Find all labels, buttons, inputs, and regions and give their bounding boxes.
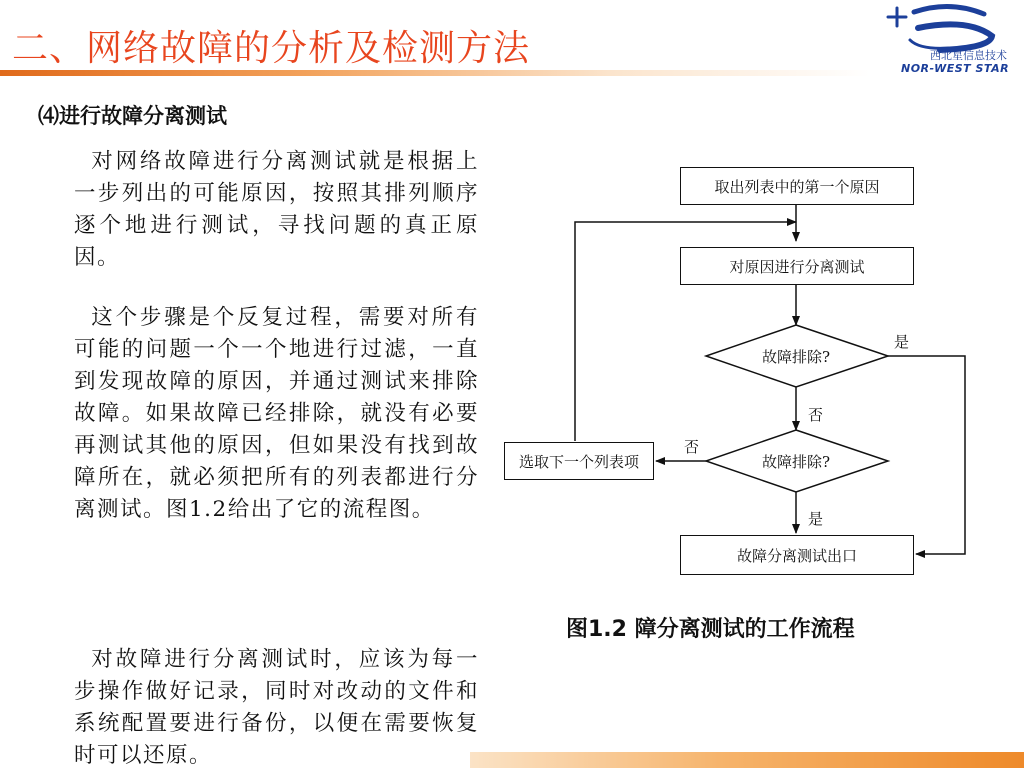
paragraph-1-text: 对网络故障进行分离测试就是根据上一步列出的可能原因，按照其排列顺序逐个地进行测试，寻找问题的真正原因。 xyxy=(74,149,479,270)
footer-accent-bar xyxy=(470,752,1024,768)
flow-label-yes-1: 是 xyxy=(894,333,910,351)
flow-step-next-item: 选取下一个列表项 xyxy=(504,442,654,480)
flow-label-no-2: 否 xyxy=(684,438,700,456)
paragraph-2-text: 这个步骤是个反复过程，需要对所有可能的问题一个一个地进行过滤，一直到发现故障的原因，并通过测试来排除故障。如果故障已经排除，就没有必要再测试其他的原因，但如果没有找到故障所在，就必须把所有的列表都进行分离测试。图1.2给出了它的流程图。 xyxy=(74,305,479,522)
logo-text-cn: 西北星信息技术 xyxy=(930,49,1007,62)
flow-label-yes-2: 是 xyxy=(808,510,824,528)
paragraph-1 xyxy=(74,146,479,274)
flow-label-no-1: 否 xyxy=(808,406,824,424)
flow-decision-2: 故障排除? xyxy=(761,453,831,471)
flow-step-isolation-test: 对原因进行分离测试 xyxy=(680,247,914,285)
flow-step-exit: 故障分离测试出口 xyxy=(680,535,914,575)
paragraph-3 xyxy=(74,644,479,772)
paragraph-2 xyxy=(74,302,479,526)
figure-caption: 图1.2 障分离测试的工作流程 xyxy=(566,617,855,642)
title-underline xyxy=(0,70,870,76)
section-subtitle: ⑷进行故障分离测试 xyxy=(38,103,227,128)
flow-step-first-cause: 取出列表中的第一个原因 xyxy=(680,167,914,205)
logo-text-en: NOR-WEST STAR xyxy=(901,62,1010,75)
flow-decision-1: 故障排除? xyxy=(761,348,831,366)
paragraph-3-text: 对故障进行分离测试时，应该为每一步操作做好记录，同时对改动的文件和系统配置要进行备份，以便在需要恢复时可以还原。 xyxy=(74,647,479,768)
flowchart-connectors xyxy=(500,155,980,585)
slide-title: 二、网络故障的分析及检测方法 xyxy=(12,28,531,69)
